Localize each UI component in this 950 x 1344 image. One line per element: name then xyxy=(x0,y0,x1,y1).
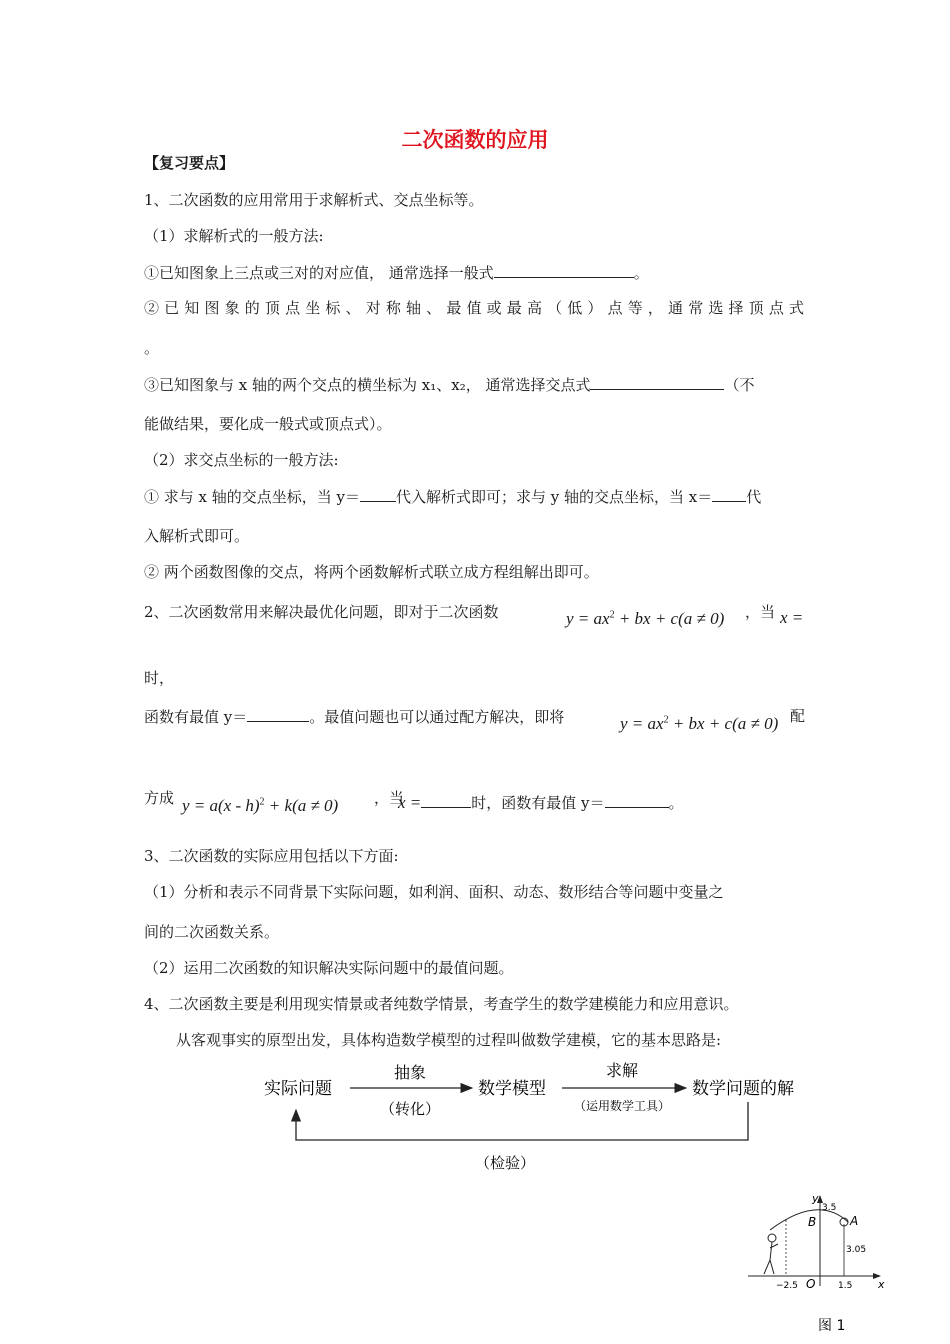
point-2-fangcheng: 方成 xyxy=(144,789,175,807)
flow-tools: （运用数学工具） xyxy=(573,1099,671,1113)
label-A: A xyxy=(850,1214,859,1228)
point-2-line-1: 2、二次函数常用来解决最优化问题，即对于二次函数 xyxy=(144,603,499,621)
label-pos: 1.5 xyxy=(838,1281,853,1291)
figure-caption: 图 1 xyxy=(818,1318,846,1334)
point-3-1-cont: 间的二次函数关系。 xyxy=(144,923,280,941)
point-1-c-cont: 能做结果，要化成一般式或顶点式）。 xyxy=(144,415,392,433)
formula-vertex: y = a(x - h)$^2$ + k(a ≠ 0) xyxy=(182,796,339,815)
blank-y-value xyxy=(360,486,396,502)
blank-extreme-2 xyxy=(605,792,669,808)
blank-intercept-form xyxy=(590,374,724,390)
x-equals-2: x = xyxy=(398,793,422,812)
flow-solve: 求解 xyxy=(605,1061,639,1080)
flow-node-model: 数学模型 xyxy=(478,1079,546,1099)
point-2-time-2: 时，函数有最值 y＝ xyxy=(471,794,605,812)
point-4: 4、二次函数主要是利用现实情景或者纯数学情景，考查学生的数学建模能力和应用意识。 xyxy=(144,995,739,1013)
point-1-c xyxy=(144,374,755,395)
point-2-line-2 xyxy=(144,706,564,727)
flow-abstract: 抽象 xyxy=(393,1063,427,1082)
point-1-sub-2: （2）求交点坐标的一般方法: xyxy=(144,451,339,469)
label-origin: O xyxy=(806,1277,816,1291)
point-1: 1、二次函数的应用常用于求解析式、交点坐标等。 xyxy=(144,191,484,209)
x-axis-label: x xyxy=(878,1278,885,1291)
point-2-when-2: ，当 xyxy=(374,789,405,807)
y-axis-label: y xyxy=(812,1192,819,1205)
point-1-c-end: （不 xyxy=(724,376,755,394)
label-peak: 3.5 xyxy=(822,1203,837,1213)
flow-node-actual: 实际问题 xyxy=(264,1079,332,1099)
point-1-b: ② 已 知 图 象 的 顶 点 坐 标 、 对 称 轴 、 最 值 或 最 高 （ 低 ） 点 等 ， 通 常 选 择 顶 点 式 xyxy=(144,299,804,317)
label-B: B xyxy=(808,1215,817,1229)
page-title: 二次函数的应用 xyxy=(401,128,549,152)
label-neg: −2.5 xyxy=(776,1281,798,1291)
point-1-a-text: ①已知图象上三点或三对的对应值， 通常选择一般式 xyxy=(144,264,494,282)
point-2-when: ，当 xyxy=(745,603,776,621)
flow-feedback-arrow xyxy=(296,1102,748,1140)
point-1-a xyxy=(144,262,649,283)
label-height-A: 3.05 xyxy=(846,1245,867,1255)
x-equals: x = xyxy=(780,608,804,627)
flow-verify: （检验） xyxy=(474,1154,536,1172)
point-2-time: 时， xyxy=(144,669,175,687)
point-1-d-c: 代 xyxy=(746,488,762,506)
figure-1 xyxy=(740,1188,900,1344)
point-2-max: 函数有最值 y＝ xyxy=(144,708,248,726)
section-heading: 【复习要点】 xyxy=(144,154,235,172)
point-2-complete-square: 。最值问题也可以通过配方解决，即将 xyxy=(309,708,565,726)
player-icon xyxy=(764,1234,778,1274)
flow-node-solution: 数学问题的解 xyxy=(692,1079,794,1099)
point-3: 3、二次函数的实际应用包括以下方面: xyxy=(144,847,399,865)
formula-general-2: $y = ax^2$ + bx + c(a ≠ 0) xyxy=(620,714,779,733)
modeling-flowchart xyxy=(250,1052,820,1182)
point-1-c-text: ③已知图象与 x 轴的两个交点的横坐标为 x₁、x₂， 通常选择交点式 xyxy=(144,376,591,394)
point-2-line-3 xyxy=(398,792,684,813)
blank-general-form xyxy=(494,262,634,278)
point-1-sub-1: （1）求解析式的一般方法: xyxy=(144,227,324,245)
point-2-end: 。 xyxy=(668,794,684,812)
point-1-a-end: 。 xyxy=(633,264,649,282)
point-1-d-cont: 入解析式即可。 xyxy=(144,527,250,545)
point-3-2: （2）运用二次函数的知识解决实际问题中的最值问题。 xyxy=(144,959,514,977)
point-1-e: ② 两个函数图像的交点，将两个函数解析式联立成方程组解出即可。 xyxy=(144,563,599,581)
point-1-b-end: 。 xyxy=(144,339,160,357)
blank-x-value xyxy=(712,486,746,502)
blank-x-vertex xyxy=(421,792,471,808)
flow-transform: （转化） xyxy=(379,1100,441,1118)
point-1-d xyxy=(144,486,761,507)
point-3-1: （1）分析和表示不同背景下实际问题，如利润、面积、动态、数形结合等问题中变量之 xyxy=(144,883,724,901)
point-1-d-b: 代入解析式即可；求与 y 轴的交点坐标，当 x＝ xyxy=(396,488,713,506)
formula-general: $y = ax^2$ + bx + c(a ≠ 0) xyxy=(566,609,725,628)
point-4-cont: 从客观事实的原型出发，具体构造数学模型的过程叫做数学建模，它的基本思路是: xyxy=(176,1031,722,1049)
blank-extreme-1 xyxy=(247,706,309,722)
point-1-d-a: ① 求与 x 轴的交点坐标，当 y＝ xyxy=(144,488,361,506)
point-2-pei: 配 xyxy=(790,707,806,725)
